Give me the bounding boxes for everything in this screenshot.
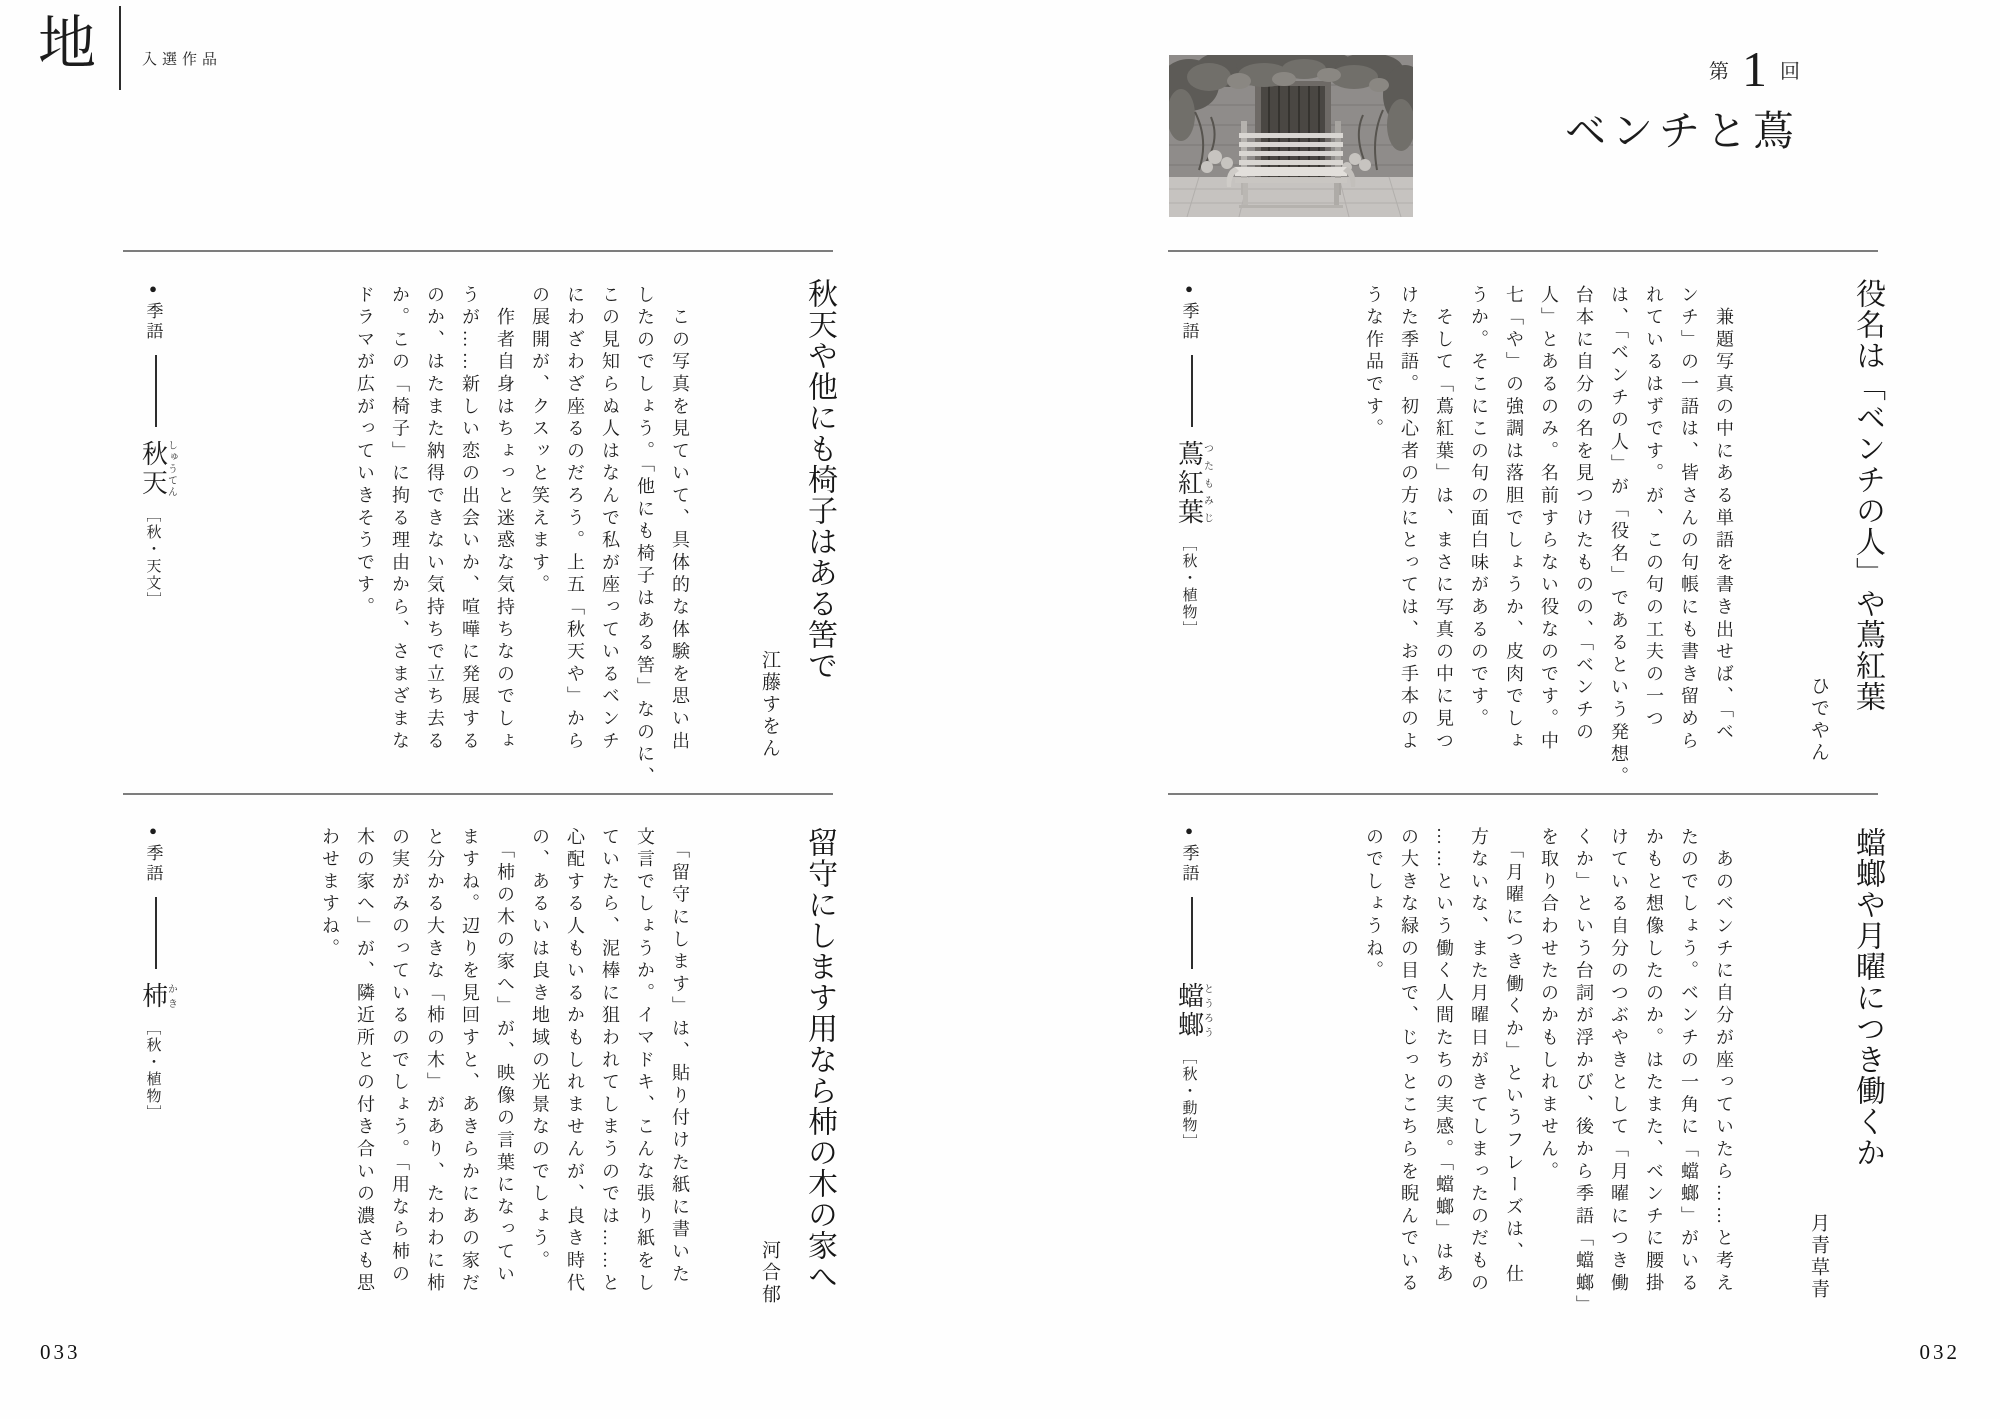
- kigo-line: [155, 897, 157, 969]
- commentary-column: の実がみのっているのでしょう。「用なら柿の: [390, 827, 410, 1287]
- rule-right-bottom: [1168, 793, 1878, 795]
- haiku-1-commentary: [1355, 285, 1741, 789]
- kigo-label: 季語: [1179, 302, 1199, 342]
- kigo-label: 季語: [143, 302, 163, 342]
- commentary-column: 台本に自分の名を見つけたものの、「ベンチの: [1574, 285, 1594, 745]
- haiku-4: 留守にします用なら柿の木の家へ: [803, 827, 836, 1292]
- commentary-column: ンチ」の一語は、皆さんの句帳にも書き留めら: [1679, 285, 1699, 754]
- haiku-2: 蟷螂や月曜につき働くか: [1851, 827, 1884, 1168]
- commentary-column: 作者自身はちょっと迷惑な気持ちなのでしょ: [495, 285, 515, 754]
- commentary-column: にわざわざ座るのだろう。上五「秋天や」から: [565, 285, 585, 754]
- commentary-column: たのでしょう。ベンチの一角に「蟷螂」がいる: [1679, 827, 1699, 1296]
- commentary-column: を取り合わせたのかもしれません。: [1539, 827, 1559, 1184]
- commentary-column: 兼題写真の中にある単語を書き出せば、「ベ: [1714, 285, 1734, 745]
- kigo-bullet-icon: ●: [145, 281, 161, 296]
- page-number-left: 033: [40, 1340, 81, 1364]
- commentary-column: れているはずです。が、この句の工夫の一つ: [1644, 285, 1664, 731]
- commentary-column: ていたら、泥棒に狙われてしまうのでは……と: [600, 827, 620, 1296]
- page-number-right: 032: [1919, 1340, 1960, 1364]
- commentary-column: 木の家へ」が、隣近所との付き合いの濃さも思: [355, 827, 375, 1296]
- chapter-prefix: 第: [1709, 60, 1729, 83]
- commentary-column: この見知らぬ人はなんで私が座っているベンチ: [600, 285, 620, 754]
- kigo-category: ［秋・植物］: [1180, 536, 1197, 638]
- commentary-column: けている自分のつぶやきとして「月曜につき働: [1609, 827, 1629, 1296]
- commentary-column: は、「ベンチの人」が「役名」であるという発想。: [1609, 285, 1629, 789]
- chapter-digit: 1: [1742, 41, 1767, 97]
- commentary-column: 人」とあるのみ。名前すらない役なのです。中: [1539, 285, 1559, 754]
- kigo-reading: とうろう: [1201, 982, 1213, 1040]
- commentary-column: この写真を見ていて、具体的な体験を思い出: [670, 285, 690, 754]
- commentary-column: 七「や」の強調は落胆でしょうか、皮肉でしょ: [1504, 285, 1524, 754]
- commentary-column: あのベンチに自分が座っていたら……と考え: [1714, 827, 1734, 1296]
- haiku-1-author: ひでやん: [1808, 676, 1829, 764]
- kigo-reading: しゅうてん: [165, 440, 177, 498]
- commentary-column: 文言でしょうか。イマドキ、こんな張り紙をし: [635, 827, 655, 1296]
- haiku-4-commentary: [311, 827, 697, 1321]
- section-label: 入選作品: [142, 51, 223, 68]
- commentary-column: うな作品です。: [1364, 285, 1384, 442]
- kigo-category: ［秋・植物］: [144, 1020, 161, 1122]
- commentary-column: そして「蔦紅葉」は、まさに写真の中に見つ: [1434, 285, 1454, 754]
- commentary-column: 心配する人もいるかもしれませんが、良き時代: [565, 827, 585, 1296]
- kigo-category: ［秋・天文］: [144, 507, 161, 609]
- rule-right-top: [1168, 250, 1878, 252]
- commentary-column: ますね。辺りを見回すと、あきらかにあの家だ: [460, 827, 480, 1296]
- kigo-bullet-icon: ●: [145, 823, 161, 838]
- kigo-line: [155, 355, 157, 427]
- commentary-column: か。この「椅子」に拘る理由から、さまざまな: [390, 285, 410, 754]
- commentary-column: の展開が、クスッと笑えます。: [530, 285, 550, 598]
- kigo-2: [1152, 823, 1212, 1293]
- haiku-2-author: 月青草青: [1808, 1213, 1829, 1301]
- haiku-3-commentary: [346, 285, 697, 789]
- commentary-column: と分かる大きな「柿の木」があり、たわわに柿: [425, 827, 445, 1296]
- kigo-category: ［秋・動物］: [1180, 1049, 1197, 1151]
- commentary-column: うが……新しい恋の出会いか、喧嘩に発展する: [460, 285, 480, 754]
- kigo-bullet-icon: ●: [1181, 281, 1197, 296]
- kigo-bullet-icon: ●: [1181, 823, 1197, 838]
- chapter-suffix: 回: [1780, 60, 1800, 83]
- commentary-column: うか。そこにこの句の面白味があるのです。: [1469, 285, 1489, 731]
- commentary-column: ……という働く人間たちの実感。「蟷螂」はあ: [1434, 827, 1454, 1287]
- bench-photo: [1169, 55, 1413, 217]
- kigo-word: 蔦紅葉つたもみじ: [1174, 440, 1213, 527]
- haiku-4-author: 河合郁: [759, 1240, 780, 1306]
- kigo-line: [1191, 355, 1193, 427]
- haiku-1: 役名は「ベンチの人」や蔦紅葉: [1851, 278, 1884, 712]
- header-divider: [119, 6, 121, 90]
- kigo-4: [116, 823, 176, 1293]
- kigo-label: 季語: [1179, 844, 1199, 884]
- commentary-column: の大きな緑の目で、じっとこちらを睨んでいる: [1399, 827, 1419, 1296]
- kigo-label: 季語: [143, 844, 163, 884]
- commentary-column: ドラマが広がっていきそうです。: [355, 285, 375, 620]
- haiku-3-author: 江藤すをん: [759, 650, 780, 760]
- kigo-3: [116, 281, 176, 751]
- commentary-column: したのでしょう。「他にも椅子はある筈」なのに、: [635, 285, 655, 789]
- commentary-column: かもと想像したのか。はたまた、ベンチに腰掛: [1644, 827, 1664, 1296]
- rule-left-top: [123, 250, 833, 252]
- haiku-2-commentary: [1355, 827, 1741, 1321]
- commentary-column: 「柿の木の家へ」が、映像の言葉になってい: [495, 827, 515, 1287]
- commentary-column: のでしょうね。: [1364, 827, 1384, 984]
- haiku-3: 秋天や他にも椅子はある筈で: [803, 278, 836, 681]
- commentary-column: 方ないな、また月曜日がきてしまったのだもの: [1469, 827, 1489, 1296]
- kigo-line: [1191, 897, 1193, 969]
- kigo-word: 柿かき: [138, 982, 177, 1011]
- kigo-word: 蟷螂とうろう: [1174, 982, 1213, 1040]
- kigo-1: [1152, 281, 1212, 751]
- commentary-column: 「月曜につき働くか」というフレーズは、仕: [1504, 827, 1524, 1287]
- commentary-column: けた季語。初心者の方にとっては、お手本のよ: [1399, 285, 1419, 754]
- commentary-column: の、あるいは良き地域の光景なのでしょう。: [530, 827, 550, 1273]
- kigo-reading: つたもみじ: [1201, 440, 1213, 527]
- chapter-title: ベンチと蔦: [1565, 108, 1800, 154]
- commentary-column: 「留守にします」は、貼り付けた紙に書いた: [670, 827, 690, 1287]
- rule-left-bottom: [123, 793, 833, 795]
- kigo-reading: かき: [165, 982, 177, 1011]
- commentary-column: くか」という台詞が浮かび、後から季語「蟷螂」: [1574, 827, 1594, 1318]
- commentary-column: わせますね。: [320, 827, 340, 961]
- commentary-column: のか、はたまた納得できない気持ちで立ち去る: [425, 285, 445, 754]
- section-kanji: 地: [38, 11, 97, 76]
- kigo-word: 秋天しゅうてん: [138, 440, 177, 498]
- chapter-number: [1709, 38, 1800, 100]
